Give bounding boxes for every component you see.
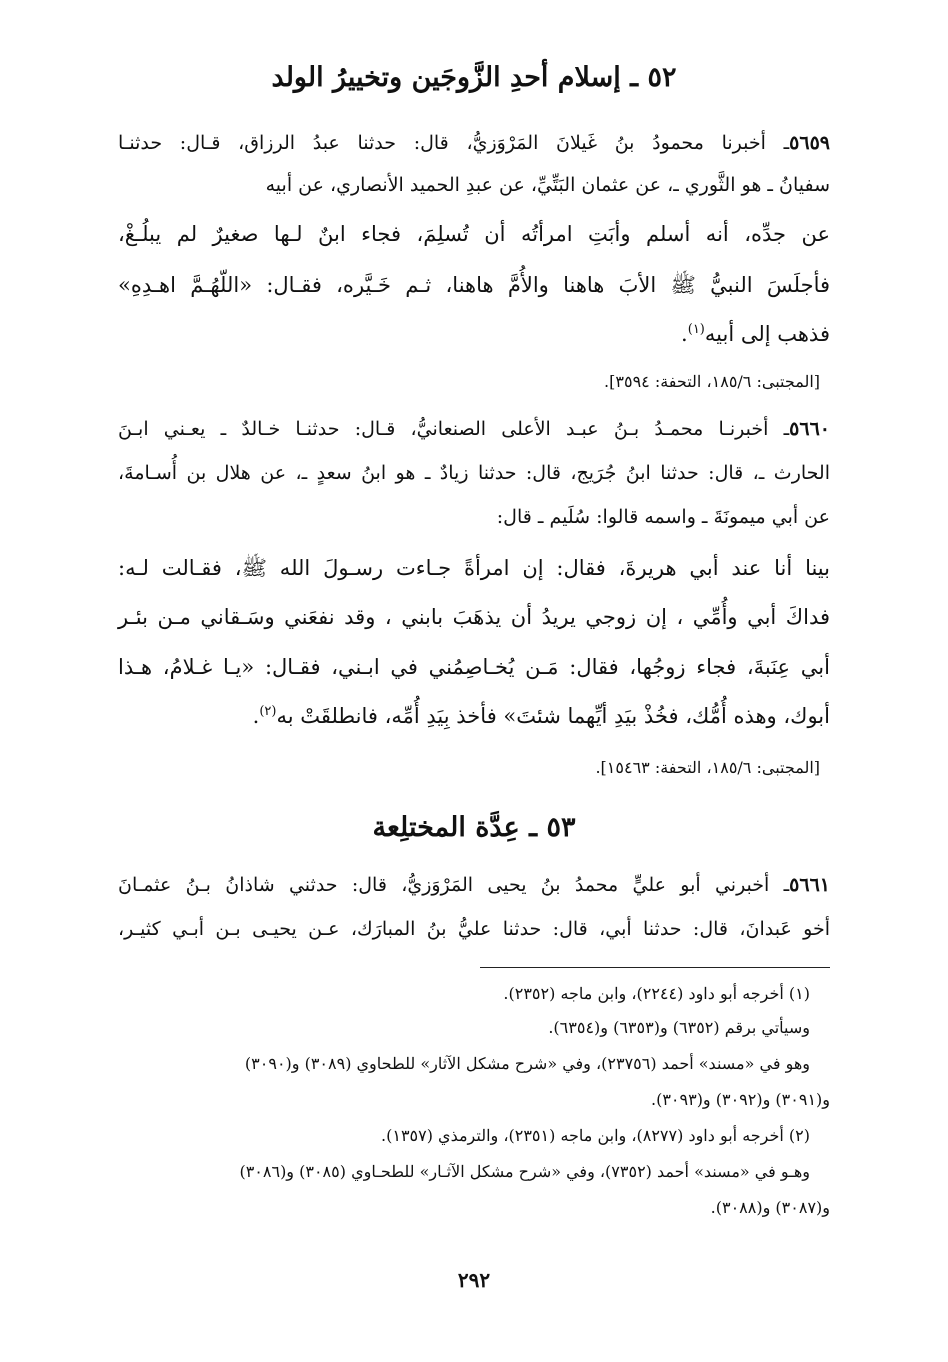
hadith-5660-isnad-line-3: عن أبي ميمونَةَ ـ واسمه قالوا: سُلَيم ـ قال: bbox=[496, 506, 830, 528]
hadith-5659-reference: [المجتبى: ١٨٥/٦، التحفة: ٣٥٩٤]. bbox=[604, 372, 820, 391]
footnote-1-line-2: وسيأتي برقم (٦٣٥٢) و(٦٣٥٣) و(٦٣٥٤). bbox=[548, 1018, 810, 1037]
footnote-1: (١) أخرجه أبو داود (٢٢٤٤)، وابن ماجه (٢٣٥٢). bbox=[503, 984, 810, 1003]
footnote-marker: (٢) bbox=[259, 704, 277, 719]
hadith-5660-isnad-line-2: الحارث ـ، قال: حدثنا ابنُ جُرَيج، قال: حدثنا زيادٌ ـ هو ابنُ سعدٍ ـ، عن هلال بن أُسـامةَ، bbox=[118, 462, 830, 484]
hadith-5660-reference: [المجتبى: ١٨٥/٦، التحفة: ١٥٤٦٣]. bbox=[595, 758, 820, 777]
hadith-5659-isnad-line-2: سفيانُ ـ هو الثَّوري ـ، عن عثمان البَتِّيِّ، عن عبدِ الحميد الأنصاري، عن أبيه bbox=[265, 174, 830, 196]
footnote-marker: (١) bbox=[687, 322, 705, 337]
hadith-number: ٥٦٦١ bbox=[789, 874, 830, 896]
hadith-5660-matn-line-3: أبي عِنَبةَ، فجاء زوجُها، فقال: مَـن يُخـاصِمُني في ابـني، فقـال: «يـا غـلامُ، هـذا bbox=[118, 655, 830, 679]
footnote-1-line-3: وهو في «مسند» أحمد (٢٣٧٥٦)، وفي «شرح مشكل الآثار» للطحاوي (٣٠٨٩) و(٣٠٩٠) bbox=[244, 1054, 810, 1073]
footnote-2-line-3: و(٣٠٨٧) و(٣٠٨٨). bbox=[710, 1198, 830, 1217]
hadith-5660-matn-line-2: فداكَ أبي وأُمِّي ، إن زوجي يريدُ أن يذهَبَ بابني ، وقد نفعَني وسَـقاني مـن بئـر bbox=[118, 605, 830, 629]
hadith-5659-matn-line-3: فذهب إلى أبيه$^{(١)}$. bbox=[681, 322, 830, 346]
chapter-heading-53: ٥٣ ـ عِدَّة المختلِعة bbox=[372, 812, 576, 843]
hadith-5660-matn-line-1: بينا أنا عند أبي هريرةَ، فقال: إن امرأةً جـاءت رسـولَ الله ﷺ، فقـالت لـه: bbox=[118, 556, 830, 580]
hadith-5659-matn-line-1: عن جدِّه، أنه أسلم وأبَتِ امرأتُه أن تُسلِمَ، فجاء ابنٌ لـها صغيرٌ لم يبلُـغْ، bbox=[118, 222, 830, 246]
hadith-number: ٥٦٦٠ bbox=[789, 418, 830, 440]
hadith-5661-isnad-line-2: أخو عَبدانَ، قال: حدثنا أبي، قال: حدثنا عليُّ بنُ المبارَك، عـن يحيـى بـن أبـي كثيـر، bbox=[118, 918, 830, 940]
hadith-5660-matn-line-4: أبوك، وهذه أُمُّك، فخُذْ بيَدِ أيِّهما شئتَ» فأخذ بِيَدِ أُمِّه، فانطلقَتْ به$^{(٢)}$. bbox=[252, 704, 830, 728]
footnote-separator bbox=[480, 967, 830, 968]
hadith-5661-isnad-line-1: ٥٦٦١ـ أخبرني أبو عليٍّ محمدُ بنُ يحيى المَرْوَزيُّ، قال: حدثني شاذانُ بـنُ عثمـانَ bbox=[118, 874, 830, 896]
hadith-5659-isnad-line-1: ٥٦٥٩ـ أخبرنا محمودُ بنُ غَيلانَ المَرْوَزيُّ، قال: حدثنا عبدُ الرزاق، قـال: حدثنـا bbox=[118, 132, 830, 154]
hadith-number: ٥٦٥٩ bbox=[789, 132, 830, 154]
hadith-5659-matn-line-2: فأجلَسَ النبيُّ ﷺ الأبَ هاهنا والأُمَّ هاهنا، ثـم خَـيَّره، فقـال: «اللّهُـمَّ اهـدِهِ» bbox=[118, 273, 831, 297]
page-number: ٢٩٢ bbox=[457, 1268, 491, 1292]
footnote-2-line-2: وهـو في «مسند» أحمد (٧٣٥٢)، وفي «شرح مشكل الآثـار» للطحـاوي (٣٠٨٥) و(٣٠٨٦) bbox=[239, 1162, 810, 1181]
chapter-heading-52: ٥٢ ـ إسلام أحدِ الزَّوجَين وتخييرُ الولد bbox=[271, 62, 677, 93]
hadith-5660-isnad-line-1: ٥٦٦٠ـ أخبرنـا محمـدُ بـنُ عبـد الأعلى الصنعانيُّ، قـال: حدثنـا خـالدٌ ـ يعـني ابـنَ bbox=[118, 418, 830, 440]
footnote-2: (٢) أخرجه أبو داود (٨٢٧٧)، وابن ماجه (٢٣٥١)، والترمذي (١٣٥٧). bbox=[381, 1126, 810, 1145]
footnote-1-line-4: و(٣٠٩١) و(٣٠٩٢) و(٣٠٩٣). bbox=[650, 1090, 830, 1109]
